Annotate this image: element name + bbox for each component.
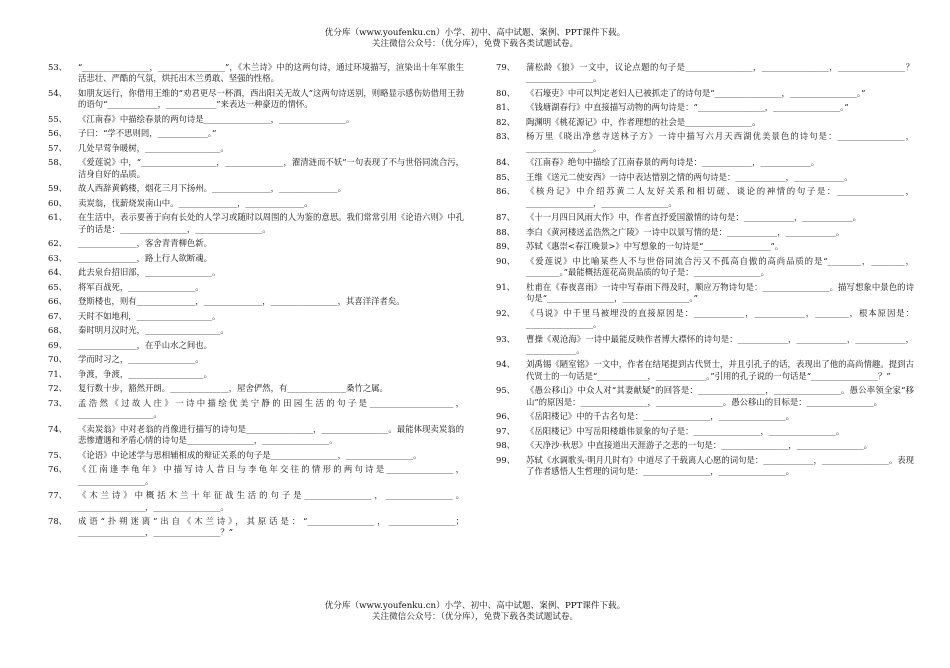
question-item — [484, 172, 914, 183]
question-text: 如朋友远行，你借用王维的“劝君更尽一杯酒，西出阳关无故人”这两句诗送别，则略显示感伤妨借用王勃的语句“____________，____________”来表达一种豪迈的情怀。 — [78, 87, 464, 110]
question-item — [36, 369, 464, 380]
question-item — [36, 354, 464, 365]
question-item — [484, 411, 914, 422]
question-number: 55、 — [48, 113, 68, 124]
question-number: 74、 — [48, 423, 68, 434]
header-line-1: 优分库（www.youfenku.cn）小学、初中、高中试题、案例、PPT课件下载。 — [324, 28, 626, 38]
question-item — [484, 117, 914, 128]
question-text: 《愚公移山》中众人对“其妻献疑”的回答是：________________，________________。愚公率领全家“移山”的原因是：________________，________________。愚公移山的目标是：________________。 — [526, 385, 914, 407]
question-number: 65、 — [48, 281, 68, 292]
question-text: ______________，路上行人欲断魂。 — [78, 252, 212, 263]
question-number: 84、 — [496, 157, 516, 168]
question-text: 将军百战死，________________。 — [78, 281, 204, 292]
question-number: 95、 — [496, 385, 516, 396]
question-item — [484, 359, 914, 382]
question-text: 《马说》中千里马被埋没的直接原因是：____________，____________，________，根本原因是：________________。 — [526, 307, 914, 329]
question-number: 99、 — [496, 454, 516, 465]
question-number: 66、 — [48, 296, 68, 307]
question-item — [36, 88, 464, 111]
question-number: 87、 — [496, 212, 516, 223]
question-number: 96、 — [496, 411, 516, 422]
question-item — [484, 385, 914, 408]
question-text: 王维《送元二使安西》一诗中表达惜别之情的两句诗是：____________，____________。 — [526, 171, 853, 182]
question-text: 《岳阳楼记》中写岳阳楼雄伟景象的句子是：________________，________________。 — [526, 425, 845, 436]
question-number: 70、 — [48, 354, 68, 365]
question-text: 苏轼《水调歌头·明月几时有》中道尽了千载离人心愿的词句是：____________，________________。表现了作者感悟人生哲理的词句是：________________，________________。 — [526, 454, 914, 477]
question-number: 63、 — [48, 252, 68, 263]
question-text: 在生活中，表示要善于向有长处的人学习或随时以周围的人为鉴的意思。我们常常引用《论语六则》中孔子的话是：________________，________________。 — [78, 212, 464, 234]
question-item — [36, 212, 464, 235]
question-item — [484, 62, 914, 85]
question-item — [484, 102, 914, 113]
question-text: ______________，在乎山水之间也。 — [78, 339, 212, 350]
question-number: 97、 — [496, 425, 516, 436]
page-footer — [0, 601, 950, 623]
question-item — [484, 88, 914, 99]
question-item — [36, 157, 464, 180]
question-number: 92、 — [496, 307, 516, 318]
question-number: 86、 — [496, 186, 516, 197]
question-text: 《天净沙·秋思》中直接道出天涯游子之悲的一句是：________________，________________。 — [526, 440, 873, 451]
question-text: 此去泉台招旧部，________________。 — [78, 267, 221, 278]
question-number: 54、 — [48, 87, 68, 98]
question-text: 《江南逢李龟年》中描写诗人昔日与李龟年交往的情形的两句诗是________________，________________。 — [78, 464, 464, 486]
question-item — [484, 131, 914, 154]
question-number: 85、 — [496, 171, 516, 182]
question-item — [484, 212, 914, 223]
question-number: 69、 — [48, 339, 68, 350]
question-number: 78、 — [48, 516, 68, 527]
question-item — [484, 256, 914, 279]
question-item — [36, 128, 464, 139]
question-item — [36, 516, 464, 539]
question-text: 杨万里《晓出净慈寺送林子方》一诗中描写六月天西湖优美景色的诗句是：________________，________________。 — [526, 131, 914, 153]
question-text: 《钱塘湖春行》中直接描写动物的两句诗是：“________________，________________。” — [526, 102, 849, 113]
question-text: 《核舟记》中介绍苏黄二人友好关系和相切磋、谈论的神情的句子是：________________，________________，________________。 — [526, 186, 914, 208]
left-column — [36, 62, 464, 542]
question-number: 71、 — [48, 368, 68, 379]
question-text: 故人西辞黄鹤楼，烟花三月下扬州。______________，______________。 — [78, 183, 346, 194]
question-item — [36, 183, 464, 194]
right-column — [484, 62, 914, 481]
question-text: 《论语》中论述学与思相辅相成的辩证关系的句子是________________，________________。 — [78, 449, 422, 460]
question-item — [484, 186, 914, 209]
question-item — [36, 143, 464, 154]
question-text: 学而时习之，________________。 — [78, 354, 204, 365]
question-number: 98、 — [496, 440, 516, 451]
question-number: 73、 — [48, 398, 68, 408]
question-item — [36, 464, 464, 487]
question-number: 56、 — [48, 128, 68, 139]
question-text: 《岳阳楼记》中的千古名句是：________________，________________。 — [526, 411, 794, 422]
question-text: 陶渊明《桃花源记》中，作者理想的社会是________________。 — [526, 116, 761, 127]
question-text: 孟浩然《过故人庄》一诗中描绘优美宁静的田园生活的句子是____________________，__________________。 — [78, 398, 464, 420]
question-number: 91、 — [496, 281, 516, 292]
question-text: ______________，客舍青青柳色新。 — [78, 238, 212, 249]
question-item — [36, 311, 464, 322]
question-number: 75、 — [48, 449, 68, 460]
question-item — [36, 267, 464, 278]
question-number: 80、 — [496, 87, 516, 98]
question-number: 89、 — [496, 241, 516, 252]
question-text: 天时不如地利，__________________。 — [78, 310, 221, 321]
question-number: 64、 — [48, 267, 68, 278]
question-text: 《木兰诗》中概括木兰十年征战生活的句子是________________，________________。________________，________________。 — [78, 490, 464, 512]
footer-line-2: 关注微信公众号：（优分库），免费下载各类试题试卷。 — [371, 612, 579, 622]
question-item — [36, 424, 464, 447]
question-item — [484, 426, 914, 437]
question-item — [36, 490, 464, 513]
page-header — [0, 28, 950, 50]
question-item — [484, 334, 914, 357]
question-item — [36, 325, 464, 336]
question-number: 79、 — [496, 62, 516, 72]
question-number: 93、 — [496, 333, 516, 344]
question-number: 57、 — [48, 142, 68, 153]
question-item — [484, 241, 914, 252]
question-item — [484, 227, 914, 238]
question-text: 曹操《观沧海》一诗中最能反映作者博大襟怀的诗句是：____________，____________，____________，____________。 — [526, 333, 914, 355]
question-item — [36, 114, 464, 125]
question-text: 《石壕吏》中可以判定老妇人已被抓走了的诗句是“________________，________________。” — [526, 87, 866, 98]
question-text: 苏轼《惠崇<春江晚景>》中写想象的一句诗是“________________”。 — [526, 241, 784, 252]
question-number: 94、 — [496, 359, 516, 370]
question-text: 《卖炭翁》中对老翁的肖像进行描写的诗句是________________，________________。最能体现卖炭翁的悲惨遭遇和矛盾心情的诗句是________________，________________。 — [78, 423, 464, 446]
question-item — [36, 238, 464, 249]
question-text: 《江南春》中描绘春景的两句诗是________________，________________。 — [78, 113, 355, 124]
header-line-2: 关注微信公众号：（优分库），免费下载各类试题试卷。 — [371, 39, 579, 49]
question-text: 杜甫在《春夜喜雨》一诗中写春雨下得及时，顺应万物诗句是：________________。描写想象中景色的诗句是“________________，________________。” — [526, 281, 914, 304]
question-item — [36, 340, 464, 351]
question-number: 77、 — [48, 490, 68, 501]
question-text: 争渡，争渡，__________________。 — [78, 368, 212, 379]
question-item — [484, 157, 914, 168]
question-text: 几处早莺争暖树，__________________。 — [78, 142, 229, 153]
question-number: 82、 — [496, 116, 516, 127]
question-item — [484, 440, 914, 451]
question-number: 83、 — [496, 131, 516, 142]
question-number: 76、 — [48, 464, 68, 475]
question-text: 《爱莲说》中，“__________________，______________，濯清涟而不妖”一句表现了不与世俗同流合污，洁身自好的品质。 — [78, 157, 464, 179]
question-text: 成语“扑朔迷离”出自《木兰诗》，其原话是：“________________，________________；________________，________________？” — [78, 516, 464, 538]
question-text: 登斯楼也，则有______________，______________，________________，其喜洋洋者矣。 — [78, 296, 405, 307]
question-number: 62、 — [48, 238, 68, 249]
question-text: 李白《黄河楼送孟浩然之广陵》一诗中以景写情的是：____________，____________。 — [526, 226, 845, 237]
question-item — [484, 308, 914, 331]
question-number: 72、 — [48, 383, 68, 394]
question-text: 《江南春》绝句中描绘了江南春景的两句诗是：____________，____________。 — [526, 157, 820, 168]
question-number: 58、 — [48, 157, 68, 168]
question-item — [484, 455, 914, 478]
question-number: 81、 — [496, 102, 516, 113]
question-number: 60、 — [48, 197, 68, 208]
question-text: 复行数十步，豁然开朗。______________，屋舍俨然，有______________桑竹之属。 — [78, 383, 388, 394]
question-text: 刘禹锡《陋室铭》一文中，作者在结尾提到古代贤士，并且引孔子的话，表现出了他的高尚情趣。提到古代贤士的一句话是“____________，____________。”引用的孔子说的一句话是“________________？” — [526, 359, 914, 381]
question-item — [36, 62, 464, 85]
question-text: 蒲松龄《狼》一文中，议论点题的句子是________________，________________，________________？________________。 — [526, 62, 914, 84]
question-item — [36, 450, 464, 461]
question-number: 88、 — [496, 226, 516, 237]
question-text: “________________，________________”，《木兰诗》中的这两句诗，通过环境描写，渲染出十年军旅生活悲壮、严酷的气氛，烘托出木兰勇敢、坚强的性格。 — [78, 62, 464, 84]
question-number: 90、 — [496, 255, 516, 266]
question-item — [36, 296, 464, 307]
question-text: 《爱莲说》中比喻某些人不与世俗同流合污又不孤高自傲的高尚品质的是“________，________，________。”最能概括莲花高贵品质的句子是：________________。 — [526, 255, 914, 278]
footer-line-1: 优分库（www.youfenku.cn）小学、初中、高中试题、案例、PPT课件下载。 — [324, 601, 626, 611]
question-text: 秦时明月汉时光，__________________。 — [78, 325, 229, 336]
question-number: 61、 — [48, 212, 68, 223]
question-text: 卖炭翁，伐薪烧炭南山中。______________，______________。 — [78, 197, 313, 208]
question-text: 《十一月四日风雨大作》中，作者直抒爱国激情的诗句是：____________，____________。 — [526, 212, 861, 223]
question-item — [36, 198, 464, 209]
question-number: 59、 — [48, 183, 68, 194]
question-number: 67、 — [48, 310, 68, 321]
question-item — [484, 282, 914, 305]
question-number: 53、 — [48, 62, 68, 72]
question-item — [36, 253, 464, 264]
question-item — [36, 398, 464, 421]
question-text: 子曰：“学不思则罔，____________。” — [78, 128, 217, 139]
question-item — [36, 282, 464, 293]
question-number: 68、 — [48, 325, 68, 336]
question-item — [36, 383, 464, 394]
